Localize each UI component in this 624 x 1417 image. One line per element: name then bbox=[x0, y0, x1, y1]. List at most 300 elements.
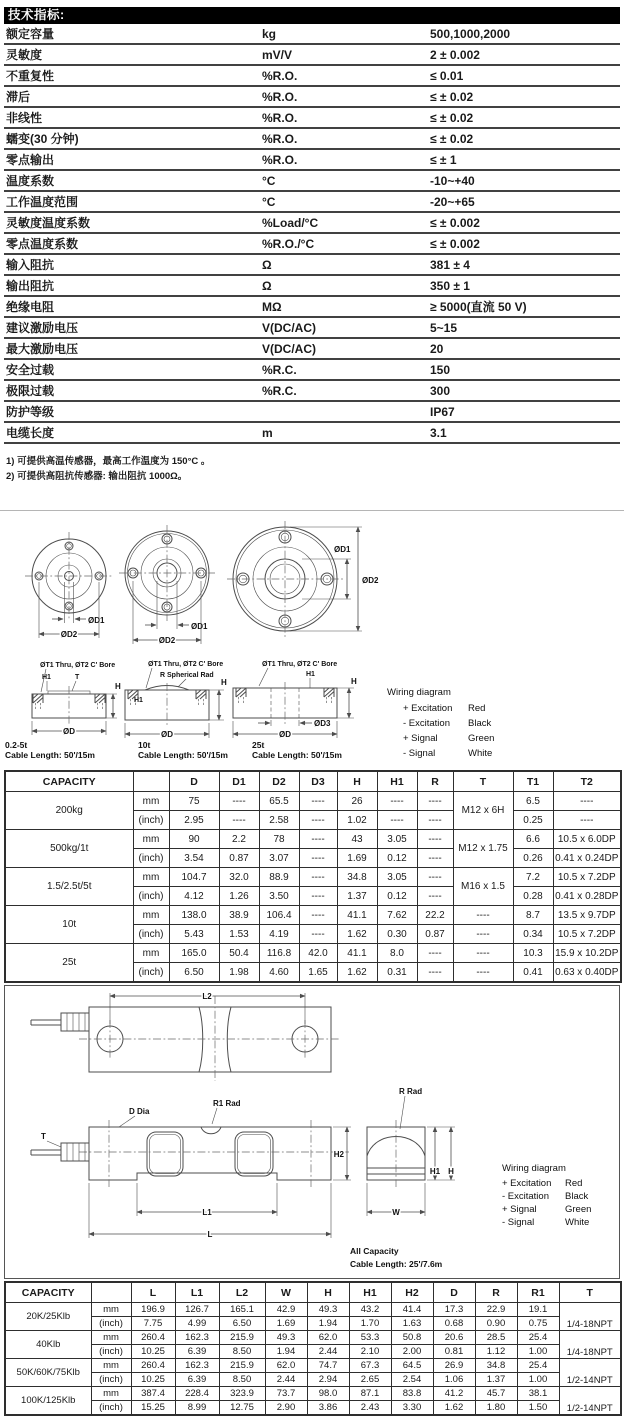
table-row bbox=[5, 868, 621, 887]
wiring-color: Green bbox=[565, 1204, 592, 1215]
dim-cell: 25.4 bbox=[517, 1331, 559, 1345]
beam-side-view bbox=[31, 1099, 351, 1187]
dim-cell: 2.10 bbox=[349, 1345, 391, 1359]
spec-param: 滞后 bbox=[6, 90, 31, 104]
dim-cell: 1.62 bbox=[433, 1401, 475, 1416]
spec-unit: MΩ bbox=[262, 299, 282, 314]
dim-cell: 0.26 bbox=[513, 849, 553, 868]
dim-cell: 53.3 bbox=[349, 1331, 391, 1345]
dim-cell: 1.26 bbox=[219, 887, 259, 906]
dim-cell: 25.4 bbox=[517, 1359, 559, 1373]
capacity-cell: 50K/60K/75Klb bbox=[5, 1359, 91, 1387]
dim-cell: 8.50 bbox=[219, 1373, 265, 1387]
dim-cell: 41.1 bbox=[337, 944, 377, 963]
spec-param: 安全过载 bbox=[6, 363, 55, 377]
dim-label-h1: H1 bbox=[306, 671, 315, 678]
dim-cell: 2.65 bbox=[349, 1373, 391, 1387]
dim-cell: 41.1 bbox=[337, 906, 377, 925]
table-row bbox=[5, 830, 621, 849]
dim-cell: 0.31 bbox=[377, 963, 417, 983]
spec-param: 蠕变(30 分钟) bbox=[6, 132, 79, 146]
dim-cell: 22.2 bbox=[417, 906, 453, 925]
dim-cell: ---- bbox=[299, 925, 337, 944]
dim-cell: 5.43 bbox=[169, 925, 219, 944]
dim-cell: 7.75 bbox=[131, 1317, 175, 1331]
dim-cell: 1.12 bbox=[475, 1345, 517, 1359]
dim-cell: M12 x 6H bbox=[453, 792, 513, 830]
dim-cell: 10.5 x 7.2DP bbox=[553, 925, 621, 944]
dim-cell: 15.25 bbox=[131, 1401, 175, 1416]
spec-value: 5~15 bbox=[430, 320, 458, 335]
wiring-color: Red bbox=[468, 703, 486, 714]
dim-cell: 387.4 bbox=[131, 1387, 175, 1401]
dim-cell: 20.6 bbox=[433, 1331, 475, 1345]
dim-label-h: H bbox=[351, 677, 357, 686]
dim-cell: 106.4 bbox=[259, 906, 299, 925]
dim-header: T2 bbox=[553, 771, 621, 792]
dim-cell: ---- bbox=[417, 792, 453, 811]
wiring-signal: - Excitation bbox=[403, 718, 450, 729]
dim-cell: 196.9 bbox=[131, 1303, 175, 1317]
dim-cell: ---- bbox=[417, 887, 453, 906]
dim-cell: 215.9 bbox=[219, 1359, 265, 1373]
spec-param: 非线性 bbox=[6, 111, 43, 125]
dim-cell: 1.63 bbox=[391, 1317, 433, 1331]
dim-cell: 2.90 bbox=[265, 1401, 307, 1416]
wiring-color: White bbox=[468, 748, 493, 759]
dim-cell: 2.54 bbox=[391, 1373, 433, 1387]
dim-cell: 87.1 bbox=[349, 1387, 391, 1401]
section-header bbox=[4, 7, 620, 24]
dim-label-r-rad: R Rad bbox=[399, 1087, 423, 1096]
spec-row bbox=[4, 255, 620, 276]
footnotes bbox=[6, 454, 624, 484]
dim-cell: 74.7 bbox=[307, 1359, 349, 1373]
dim-cell: 0.12 bbox=[377, 887, 417, 906]
spec-row bbox=[4, 297, 620, 318]
spec-row bbox=[4, 150, 620, 171]
dim-cell: 1.62 bbox=[337, 925, 377, 944]
thread-cell: 1/4-18NPT bbox=[559, 1303, 621, 1331]
dim-cell: 73.7 bbox=[265, 1387, 307, 1401]
unit-cell: (inch) bbox=[91, 1373, 131, 1387]
dim-label-t: T bbox=[41, 1132, 46, 1141]
dim-cell: 0.41 x 0.24DP bbox=[553, 849, 621, 868]
dim-cell: 64.5 bbox=[391, 1359, 433, 1373]
dim-cell: 6.50 bbox=[169, 963, 219, 983]
capacity-cell: 200kg bbox=[5, 792, 133, 830]
dim-header: CAPACITY bbox=[5, 771, 133, 792]
dim-label-t: T bbox=[75, 674, 80, 681]
bore-note: ØT1 Thru, ØT2 C' Bore bbox=[262, 661, 338, 668]
beam-length-dimensions bbox=[89, 1183, 443, 1269]
dim-label-d1: ØD1 bbox=[88, 616, 105, 625]
spec-unit: °C bbox=[262, 173, 276, 188]
dim-cell: M16 x 1.5 bbox=[453, 868, 513, 906]
spec-param: 最大激励电压 bbox=[6, 342, 79, 356]
dim-cell: ---- bbox=[299, 830, 337, 849]
dim-cell: 0.28 bbox=[513, 887, 553, 906]
spec-row bbox=[4, 381, 620, 402]
spec-unit: %R.O./°C bbox=[262, 236, 315, 251]
capacity-cell: 40Klb bbox=[5, 1331, 91, 1359]
dim-cell: 0.41 bbox=[513, 963, 553, 983]
dim-label-h: H bbox=[448, 1167, 454, 1176]
dim-cell: 7.2 bbox=[513, 868, 553, 887]
spec-param: 极限过载 bbox=[6, 384, 55, 398]
dim-cell: 215.9 bbox=[219, 1331, 265, 1345]
unit-cell: (inch) bbox=[133, 811, 169, 830]
beam-top-view bbox=[31, 992, 341, 1081]
dim-cell: 62.0 bbox=[265, 1359, 307, 1373]
flange-top-view-large bbox=[227, 521, 379, 637]
dim-cell: 83.8 bbox=[391, 1387, 433, 1401]
dim-cell: 4.60 bbox=[259, 963, 299, 983]
unit-cell: (inch) bbox=[133, 849, 169, 868]
spec-unit: %R.C. bbox=[262, 383, 297, 398]
beam-dimension-table bbox=[4, 1281, 622, 1416]
variant-name: 25t bbox=[252, 740, 265, 750]
spec-unit: %R.O. bbox=[262, 152, 298, 167]
unit-cell: mm bbox=[91, 1331, 131, 1345]
dim-header: R bbox=[417, 771, 453, 792]
dim-label-d: ØD bbox=[161, 730, 173, 739]
dim-cell: ---- bbox=[377, 792, 417, 811]
wiring-title: Wiring diagram bbox=[387, 687, 451, 698]
unit-cell: (inch) bbox=[91, 1401, 131, 1416]
dim-header: H bbox=[307, 1282, 349, 1303]
spec-param: 零点输出 bbox=[6, 153, 55, 167]
spec-row bbox=[4, 402, 620, 423]
spec-value: ≤ ± 0.02 bbox=[430, 110, 474, 125]
wiring-diagram bbox=[387, 687, 494, 759]
unit-cell: (inch) bbox=[133, 887, 169, 906]
dim-header: H1 bbox=[349, 1282, 391, 1303]
dim-cell: 49.3 bbox=[265, 1331, 307, 1345]
spec-row bbox=[4, 360, 620, 381]
spec-unit: %R.O. bbox=[262, 68, 298, 83]
dim-cell: 3.05 bbox=[377, 868, 417, 887]
dim-cell: 6.5 bbox=[513, 792, 553, 811]
dim-cell: 1.65 bbox=[299, 963, 337, 983]
table-row bbox=[5, 1331, 621, 1345]
dim-header: H2 bbox=[391, 1282, 433, 1303]
dim-label-d: ØD bbox=[63, 727, 75, 736]
dim-header: D3 bbox=[299, 771, 337, 792]
dim-cell: 41.4 bbox=[391, 1303, 433, 1317]
dim-cell: 88.9 bbox=[259, 868, 299, 887]
beam-diagram-section bbox=[4, 985, 620, 1279]
dim-cell: 3.54 bbox=[169, 849, 219, 868]
dim-cell: 0.90 bbox=[475, 1317, 517, 1331]
variant-cable: Cable Length: 50'/15m bbox=[252, 750, 342, 760]
spec-param: 额定容量 bbox=[6, 27, 55, 41]
wiring-diagram bbox=[502, 1163, 591, 1228]
dim-cell: 2.95 bbox=[169, 811, 219, 830]
spec-value: 381 ± 4 bbox=[430, 257, 470, 272]
dim-cell: 104.7 bbox=[169, 868, 219, 887]
dim-cell: 50.4 bbox=[219, 944, 259, 963]
dim-cell: 8.0 bbox=[377, 944, 417, 963]
footnote-2: 2) 可提供高阻抗传感器: 输出阻抗 1000Ω。 bbox=[6, 471, 188, 482]
spec-row bbox=[4, 24, 620, 45]
spec-value: -20~+65 bbox=[430, 194, 475, 209]
flange-side-view-small bbox=[5, 662, 121, 760]
footnote-1: 1) 可提供高温传感器，最高工作温度为 150°C 。 bbox=[6, 456, 211, 467]
dim-cell: 0.41 x 0.28DP bbox=[553, 887, 621, 906]
wiring-signal: - Signal bbox=[403, 748, 436, 759]
dim-cell: 323.9 bbox=[219, 1387, 265, 1401]
dim-header bbox=[91, 1282, 131, 1303]
dim-header bbox=[133, 771, 169, 792]
dim-cell: 4.99 bbox=[175, 1317, 219, 1331]
dim-cell: 3.30 bbox=[391, 1401, 433, 1416]
dim-cell: 0.75 bbox=[517, 1317, 559, 1331]
dim-cell: ---- bbox=[417, 963, 453, 983]
spec-row bbox=[4, 87, 620, 108]
dim-cell: 6.50 bbox=[219, 1317, 265, 1331]
spec-unit: V(DC/AC) bbox=[262, 320, 316, 335]
dim-cell: 2.43 bbox=[349, 1401, 391, 1416]
thread-cell: 1/2-14NPT bbox=[559, 1387, 621, 1416]
dim-cell: 6.39 bbox=[175, 1345, 219, 1359]
dim-cell: 1.70 bbox=[349, 1317, 391, 1331]
table-row bbox=[5, 1359, 621, 1373]
dim-cell: ---- bbox=[377, 811, 417, 830]
dim-cell: 6.39 bbox=[175, 1373, 219, 1387]
dim-cell: 75 bbox=[169, 792, 219, 811]
wiring-signal: - Signal bbox=[502, 1217, 535, 1228]
spec-value: ≤ ± 1 bbox=[430, 152, 457, 167]
dim-cell: 162.3 bbox=[175, 1331, 219, 1345]
capacity-cell: 10t bbox=[5, 906, 133, 944]
beam-end-view bbox=[367, 1087, 455, 1217]
dim-label-h1: H1 bbox=[429, 1167, 441, 1176]
table-row bbox=[5, 1345, 621, 1359]
flange-diagram-svg bbox=[0, 511, 624, 768]
spec-value: ≤ 0.01 bbox=[430, 68, 464, 83]
dim-header: L2 bbox=[219, 1282, 265, 1303]
dim-cell: 1.50 bbox=[517, 1401, 559, 1416]
dim-cell: 3.86 bbox=[307, 1401, 349, 1416]
dim-header: D bbox=[433, 1282, 475, 1303]
dim-cell: 34.8 bbox=[475, 1359, 517, 1373]
dim-label-h1: H1 bbox=[42, 674, 51, 681]
spec-row bbox=[4, 45, 620, 66]
bore-note: ØT1 Thru, ØT2 C' Bore bbox=[148, 661, 224, 668]
dim-cell: 2.00 bbox=[391, 1345, 433, 1359]
wiring-color: Green bbox=[468, 733, 495, 744]
dim-cell: 65.5 bbox=[259, 792, 299, 811]
dim-cell: 8.50 bbox=[219, 1345, 265, 1359]
unit-cell: mm bbox=[91, 1303, 131, 1317]
spherical-note: R Spherical Rad bbox=[160, 672, 214, 679]
wiring-color: Black bbox=[468, 718, 492, 729]
unit-cell: mm bbox=[133, 830, 169, 849]
dim-cell: 4.12 bbox=[169, 887, 219, 906]
spec-unit: kg bbox=[262, 26, 277, 41]
dim-cell: 116.8 bbox=[259, 944, 299, 963]
dim-label-h1: H1 bbox=[134, 697, 143, 704]
dim-cell: 2.44 bbox=[265, 1373, 307, 1387]
cable-note-line2: Cable Length: 25'/7.6m bbox=[350, 1259, 443, 1269]
dim-cell: 42.0 bbox=[299, 944, 337, 963]
capacity-cell: 1.5/2.5t/5t bbox=[5, 868, 133, 906]
spec-unit: %R.O. bbox=[262, 110, 298, 125]
spec-value: ≤ ± 0.002 bbox=[430, 236, 480, 251]
spec-row bbox=[4, 192, 620, 213]
dim-cell: 1.94 bbox=[307, 1317, 349, 1331]
dim-cell: 165.0 bbox=[169, 944, 219, 963]
table-row bbox=[5, 1387, 621, 1401]
spec-param: 输入阻抗 bbox=[6, 258, 55, 272]
dim-cell: 62.0 bbox=[307, 1331, 349, 1345]
spec-row bbox=[4, 423, 620, 444]
dim-cell: 10.5 x 7.2DP bbox=[553, 868, 621, 887]
dim-cell: 15.9 x 10.2DP bbox=[553, 944, 621, 963]
wiring-color: Red bbox=[565, 1178, 583, 1189]
dim-cell: ---- bbox=[299, 887, 337, 906]
unit-cell: (inch) bbox=[91, 1345, 131, 1359]
wiring-signal: + Signal bbox=[502, 1204, 537, 1215]
dim-cell: ---- bbox=[299, 811, 337, 830]
spec-row bbox=[4, 171, 620, 192]
dim-cell: 162.3 bbox=[175, 1359, 219, 1373]
dim-cell: 1.80 bbox=[475, 1401, 517, 1416]
dim-cell: 38.1 bbox=[517, 1387, 559, 1401]
dim-cell: 38.9 bbox=[219, 906, 259, 925]
spec-unit: °C bbox=[262, 194, 276, 209]
wiring-signal: + Excitation bbox=[403, 703, 453, 714]
dim-label-d2: ØD2 bbox=[158, 636, 176, 645]
dim-cell: ---- bbox=[453, 944, 513, 963]
spec-unit: mV/V bbox=[262, 47, 293, 62]
dim-cell: 1.06 bbox=[433, 1373, 475, 1387]
dim-label-d3: ØD3 bbox=[314, 719, 331, 728]
dim-label-h: H bbox=[221, 678, 227, 687]
spec-row bbox=[4, 66, 620, 87]
dim-cell: 0.30 bbox=[377, 925, 417, 944]
spec-row bbox=[4, 213, 620, 234]
dim-cell: 0.63 x 0.40DP bbox=[553, 963, 621, 983]
dim-cell: 49.3 bbox=[307, 1303, 349, 1317]
dim-cell: 22.9 bbox=[475, 1303, 517, 1317]
dim-cell: 2.94 bbox=[307, 1373, 349, 1387]
dim-cell: 0.87 bbox=[219, 849, 259, 868]
dim-cell: 165.1 bbox=[219, 1303, 265, 1317]
flange-dimension-table bbox=[4, 770, 622, 983]
table-row bbox=[5, 1401, 621, 1416]
spec-unit: m bbox=[262, 425, 273, 440]
dim-cell: 28.5 bbox=[475, 1331, 517, 1345]
dim-cell: 1.02 bbox=[337, 811, 377, 830]
variant-cable: Cable Length: 50'/15m bbox=[138, 750, 228, 760]
wiring-color: Black bbox=[565, 1191, 589, 1202]
unit-cell: (inch) bbox=[133, 925, 169, 944]
unit-cell: mm bbox=[133, 792, 169, 811]
dim-header: H1 bbox=[377, 771, 417, 792]
spec-param: 温度系数 bbox=[6, 174, 55, 188]
spec-value: ≤ ± 0.002 bbox=[430, 215, 480, 230]
spec-value: 350 ± 1 bbox=[430, 278, 470, 293]
dim-cell: 1.00 bbox=[517, 1373, 559, 1387]
dim-cell: ---- bbox=[553, 811, 621, 830]
dim-header: D bbox=[169, 771, 219, 792]
dim-cell: ---- bbox=[417, 868, 453, 887]
spec-unit: %R.C. bbox=[262, 362, 297, 377]
dim-cell: 8.99 bbox=[175, 1401, 219, 1416]
spec-value: -10~+40 bbox=[430, 173, 475, 188]
dim-cell: ---- bbox=[299, 906, 337, 925]
table-row bbox=[5, 906, 621, 925]
wiring-signal: - Excitation bbox=[502, 1191, 549, 1202]
spec-unit: V(DC/AC) bbox=[262, 341, 316, 356]
spec-param: 灵敏度温度系数 bbox=[6, 216, 91, 230]
dim-label-d2: ØD2 bbox=[362, 576, 379, 585]
dim-cell: 0.68 bbox=[433, 1317, 475, 1331]
dim-cell: 260.4 bbox=[131, 1331, 175, 1345]
dim-cell: 2.58 bbox=[259, 811, 299, 830]
dim-cell: 1.98 bbox=[219, 963, 259, 983]
variant-name: 10t bbox=[138, 740, 151, 750]
cable-note-line1: All Capacity bbox=[350, 1246, 399, 1256]
dim-cell: 43 bbox=[337, 830, 377, 849]
dim-header: R bbox=[475, 1282, 517, 1303]
spec-unit: %R.O. bbox=[262, 89, 298, 104]
dim-label-l1: L1 bbox=[202, 1208, 212, 1217]
spec-param: 灵敏度 bbox=[6, 48, 43, 62]
wiring-color: White bbox=[565, 1217, 590, 1228]
dim-cell: 42.9 bbox=[265, 1303, 307, 1317]
dim-cell: 2.2 bbox=[219, 830, 259, 849]
spec-row bbox=[4, 339, 620, 360]
dim-cell: 1.37 bbox=[337, 887, 377, 906]
dim-cell: 13.5 x 9.7DP bbox=[553, 906, 621, 925]
spec-param: 建议激励电压 bbox=[6, 321, 79, 335]
dim-header: H bbox=[337, 771, 377, 792]
dim-label-l: L bbox=[207, 1230, 213, 1239]
dim-cell: 0.25 bbox=[513, 811, 553, 830]
flange-top-view-medium bbox=[119, 525, 215, 645]
thread-cell: 1/2-14NPT bbox=[559, 1359, 621, 1387]
dim-header: L bbox=[131, 1282, 175, 1303]
dim-cell: 7.62 bbox=[377, 906, 417, 925]
dim-cell: 1.37 bbox=[475, 1373, 517, 1387]
dim-header: T bbox=[559, 1282, 621, 1303]
dim-cell: 10.3 bbox=[513, 944, 553, 963]
spec-row bbox=[4, 234, 620, 255]
spec-unit: Ω bbox=[262, 278, 272, 293]
dim-cell: 10.25 bbox=[131, 1373, 175, 1387]
dim-label-d2: ØD2 bbox=[60, 630, 78, 639]
dim-cell: 6.6 bbox=[513, 830, 553, 849]
wiring-title: Wiring diagram bbox=[502, 1163, 566, 1174]
capacity-cell: 500kg/1t bbox=[5, 830, 133, 868]
dim-label-l2: L2 bbox=[202, 992, 212, 1001]
dim-cell: 8.7 bbox=[513, 906, 553, 925]
dim-header: L1 bbox=[175, 1282, 219, 1303]
spec-row bbox=[4, 108, 620, 129]
spec-value: 300 bbox=[430, 383, 451, 398]
dim-label-d-dia: D Dia bbox=[129, 1107, 150, 1116]
dim-label-w: W bbox=[392, 1208, 400, 1217]
dim-cell: 26.9 bbox=[433, 1359, 475, 1373]
dim-cell: ---- bbox=[453, 906, 513, 925]
dim-cell: ---- bbox=[417, 811, 453, 830]
spec-value: IP67 bbox=[430, 404, 455, 419]
dim-cell: 3.50 bbox=[259, 887, 299, 906]
dim-cell: ---- bbox=[219, 811, 259, 830]
